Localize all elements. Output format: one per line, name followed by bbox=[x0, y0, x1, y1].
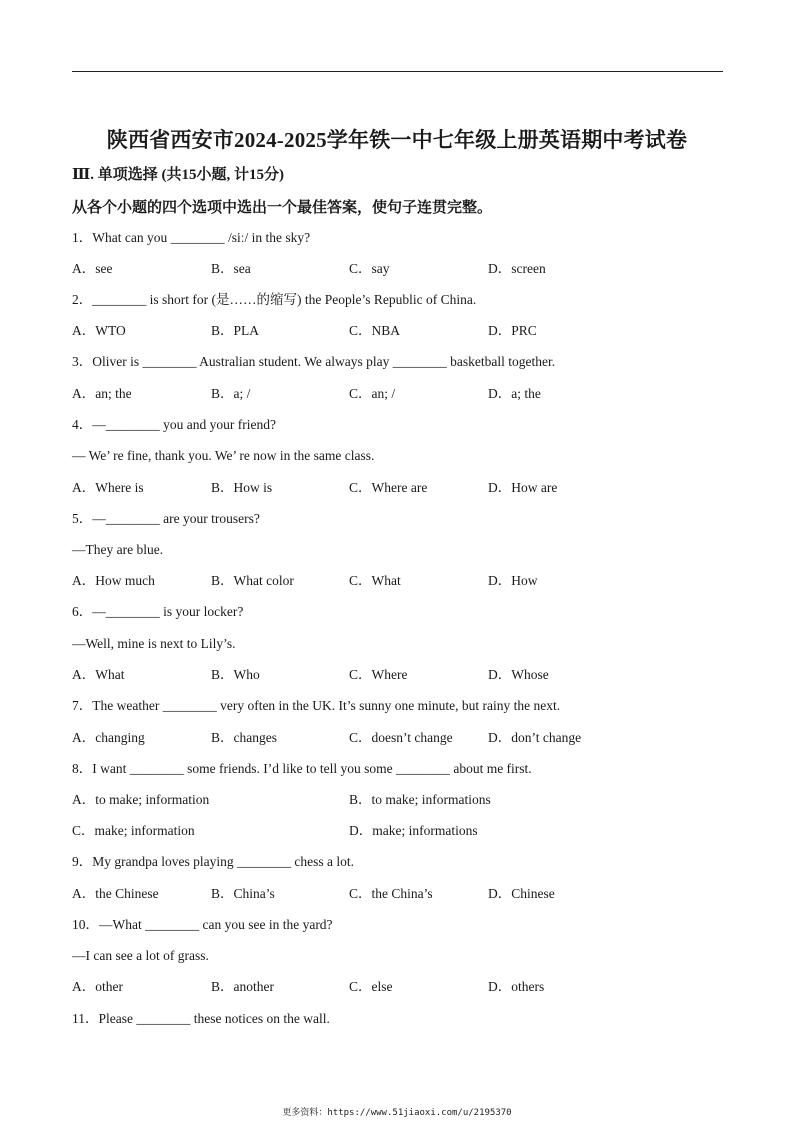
question-10-option-a: A．other bbox=[72, 979, 123, 994]
question-3-option-d: D．a; the bbox=[488, 386, 541, 401]
question-9-option-b: B．China’s bbox=[211, 886, 275, 901]
question-9-option-c: C．the China’s bbox=[349, 886, 433, 901]
question-7-stem: 7．The weather ________ very often in the UK. It’s sunny one minute, but rainy the next. bbox=[72, 698, 561, 713]
question-10-reply: —I can see a lot of grass. bbox=[72, 948, 209, 963]
question-1-option-b: B．sea bbox=[211, 261, 251, 276]
question-9-stem: 9．My grandpa loves playing ________ chess a lot. bbox=[72, 854, 354, 869]
question-7-option-d: D．don’t change bbox=[488, 730, 582, 745]
section-heading: Ⅲ. 单项选择 (共15小题, 计15分) bbox=[72, 167, 285, 183]
header-rule bbox=[72, 71, 723, 72]
question-6-reply: —Well, mine is next to Lily’s. bbox=[72, 636, 236, 651]
question-8-option-b: B．to make; informations bbox=[349, 792, 491, 807]
question-6-option-b: B．Who bbox=[211, 667, 260, 682]
question-2-option-a: A．WTO bbox=[72, 323, 126, 338]
question-3-option-c: C．an; / bbox=[349, 386, 396, 401]
question-10-option-d: D．others bbox=[488, 979, 545, 994]
question-8-option-a: A．to make; information bbox=[72, 792, 210, 807]
question-2-option-d: D．PRC bbox=[488, 323, 537, 338]
page-title: 陕西省西安市2024-2025学年铁一中七年级上册英语期中考试卷 bbox=[106, 128, 688, 152]
question-6-option-d: D．Whose bbox=[488, 667, 549, 682]
question-2-option-b: B．PLA bbox=[211, 323, 260, 338]
question-3-stem: 3．Oliver is ________ Australian student. We always play ________ basketball together. bbox=[72, 354, 556, 369]
question-5-option-a: A．How much bbox=[72, 573, 155, 588]
question-9-option-d: D．Chinese bbox=[488, 886, 555, 901]
question-7-option-a: A．changing bbox=[72, 730, 145, 745]
question-3-option-b: B．a; / bbox=[211, 386, 251, 401]
question-11-stem: 11．Please ________ these notices on the wall. bbox=[72, 1011, 330, 1026]
question-1-stem: 1．What can you ________ /siː/ in the sky? bbox=[72, 230, 311, 245]
question-4-option-d: D．How are bbox=[488, 480, 558, 495]
question-10-stem: 10．—What ________ can you see in the yard? bbox=[72, 917, 333, 932]
question-2-option-c: C．NBA bbox=[349, 323, 401, 338]
section-instruction: 从各个小题的四个选项中选出一个最佳答案，使句子连贯完整。 bbox=[72, 200, 493, 216]
question-10-option-c: C．else bbox=[349, 979, 393, 994]
question-5-reply: —They are blue. bbox=[72, 542, 164, 557]
question-4-reply: — We’ re fine, thank you. We’ re now in the same class. bbox=[72, 448, 375, 463]
question-5-option-b: B．What color bbox=[211, 573, 294, 588]
question-9-option-a: A．the Chinese bbox=[72, 886, 159, 901]
question-8-option-d: D．make; informations bbox=[349, 823, 478, 838]
question-6-option-c: C．Where bbox=[349, 667, 408, 682]
question-10-option-b: B．another bbox=[211, 979, 274, 994]
question-1-option-a: A．see bbox=[72, 261, 113, 276]
question-7-option-c: C．doesn’t change bbox=[349, 730, 453, 745]
question-2-stem: 2．________ is short for (是……的缩写) the People’s Republic of China. bbox=[72, 292, 477, 307]
question-6-stem: 6．—________ is your locker? bbox=[72, 604, 244, 619]
question-1-option-d: D．screen bbox=[488, 261, 546, 276]
question-4-stem: 4．—________ you and your friend? bbox=[72, 417, 276, 432]
question-4-option-c: C．Where are bbox=[349, 480, 428, 495]
question-4-option-a: A．Where is bbox=[72, 480, 144, 495]
question-7-option-b: B．changes bbox=[211, 730, 277, 745]
question-1-option-c: C．say bbox=[349, 261, 390, 276]
question-3-option-a: A．an; the bbox=[72, 386, 132, 401]
question-5-stem: 5．—________ are your trousers? bbox=[72, 511, 260, 526]
question-8-stem: 8．I want ________ some friends. I’d like to tell you some ________ about me first. bbox=[72, 761, 532, 776]
question-8-option-c: C．make; information bbox=[72, 823, 195, 838]
footer-link[interactable]: 更多资料：https://www.51jiaoxi.com/u/2195370 bbox=[282, 1108, 512, 1118]
question-5-option-d: D．How bbox=[488, 573, 538, 588]
question-5-option-c: C．What bbox=[349, 573, 401, 588]
question-6-option-a: A．What bbox=[72, 667, 125, 682]
question-4-option-b: B．How is bbox=[211, 480, 273, 495]
